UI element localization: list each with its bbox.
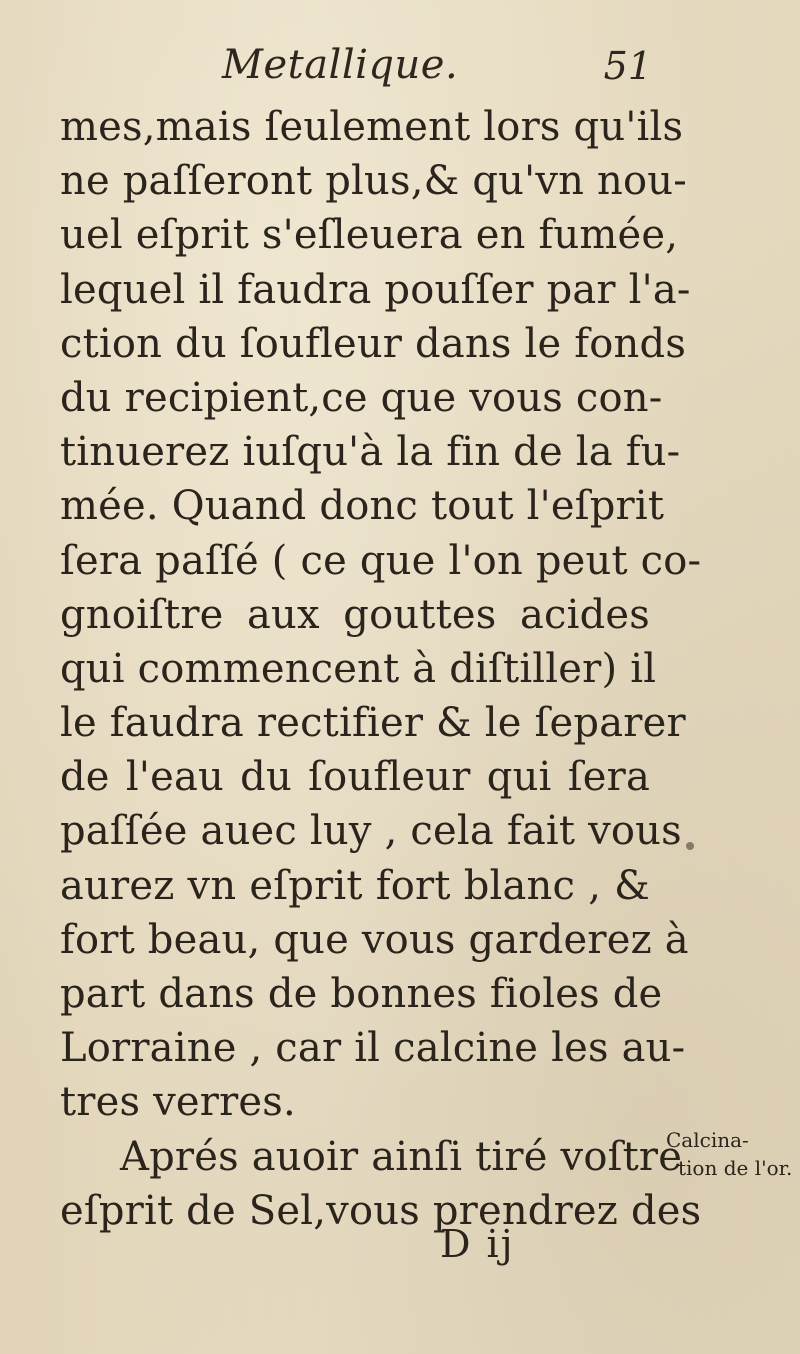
- text-line: ne paſſeront plus,& qu'vn nou-: [60, 158, 687, 205]
- page-header: [200, 42, 660, 102]
- margin-note-line: Calcina-: [666, 1128, 749, 1152]
- body-text: [60, 100, 702, 1238]
- text-line: de l'eau du ſoufleur qui ſera: [60, 754, 650, 801]
- text-line: le faudra rectifier & le ſeparer: [60, 700, 686, 747]
- text-line: tinuerez iuſqu'à la fin de la fu-: [60, 429, 681, 476]
- text-line: gnoiſtre aux gouttes acides: [60, 591, 650, 638]
- page-number: 51: [603, 44, 652, 88]
- text-line: du recipient,ce que vous con-: [60, 374, 663, 421]
- text-line: Lorraine , car il calcine les au-: [60, 1025, 686, 1072]
- signature-mark: D ij: [440, 1222, 515, 1266]
- text-line: ſera paſſé ( ce que l'on peut co-: [60, 537, 702, 584]
- text-line: Aprés auoir ainſi tiré voſtre: [120, 1133, 683, 1180]
- text-line: qui commencent à diſtiller) il: [60, 645, 657, 692]
- text-line: ction du ſoufleur dans le fonds: [60, 320, 687, 367]
- text-line: tres verres.: [60, 1079, 296, 1126]
- margin-note: [666, 1126, 794, 1182]
- text-line: mes,mais ſeulement lors qu'ils: [60, 104, 684, 150]
- text-line: mée. Quand donc tout l'eſprit: [60, 483, 665, 530]
- ink-spot: [686, 842, 694, 850]
- text-line: paſſée auec luy , cela fait vous: [60, 808, 682, 855]
- running-title: Metallique.: [222, 42, 459, 88]
- text-line: eſprit de Sel,vous prendrez des: [60, 1187, 702, 1234]
- text-line: lequel il faudra pouſſer par l'a-: [60, 266, 691, 313]
- text-line: uel eſprit s'eſleuera en fumée,: [60, 212, 679, 259]
- text-line: aurez vn eſprit fort blanc , &: [60, 862, 650, 909]
- text-line: fort beau, que vous garderez à: [60, 916, 689, 963]
- text-line: part dans de bonnes fioles de: [60, 971, 663, 1017]
- margin-note-line: tion de l'or.: [678, 1156, 793, 1180]
